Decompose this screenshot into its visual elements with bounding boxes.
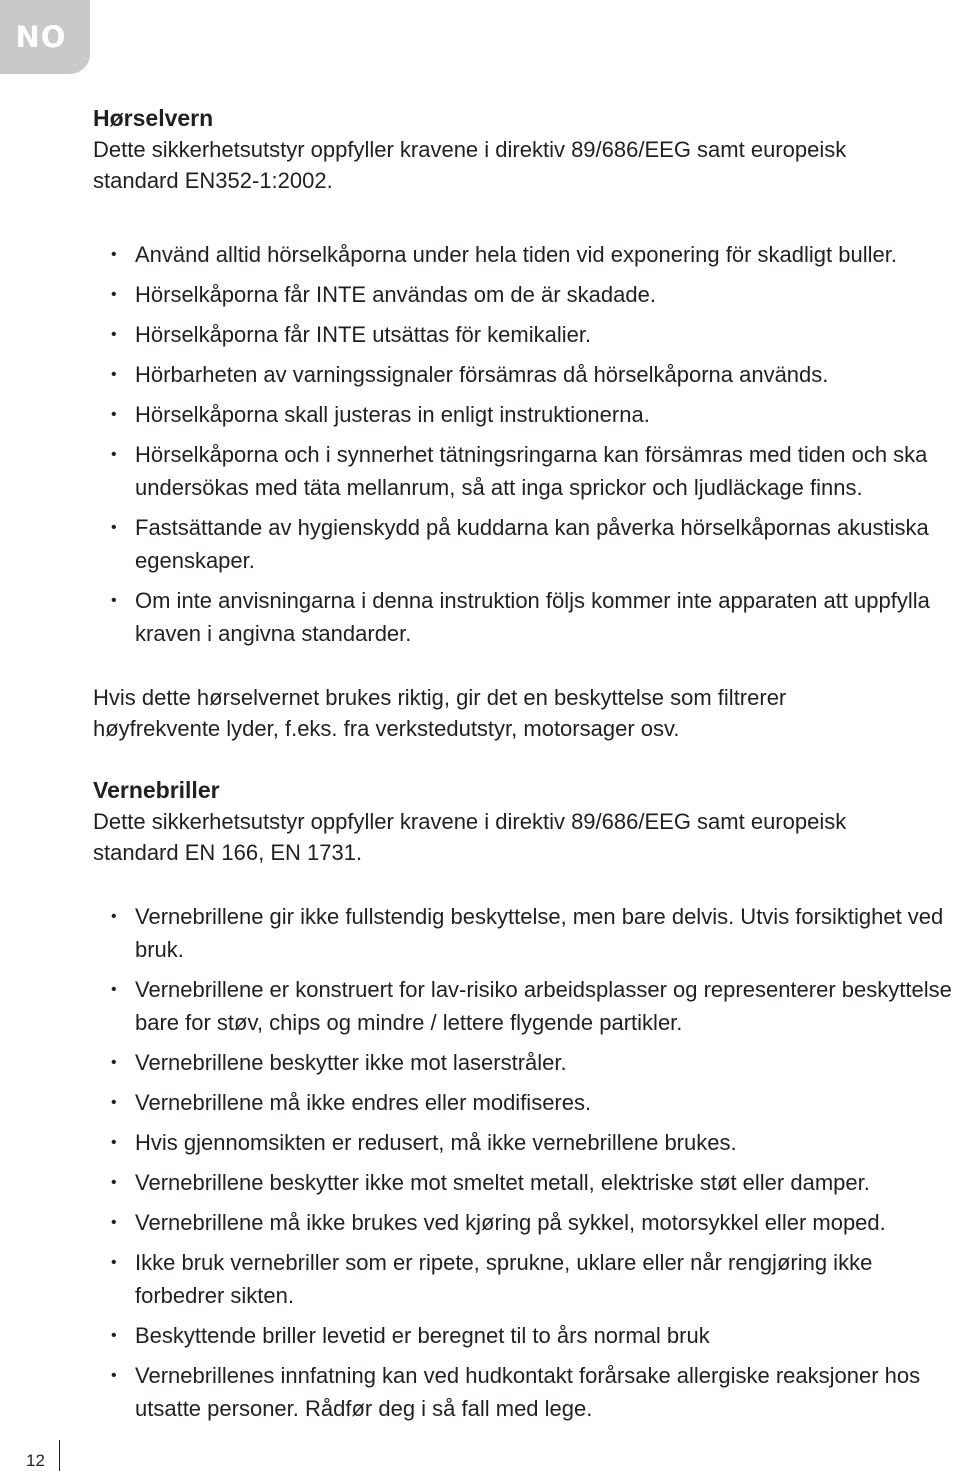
list-item-text: Vernebrillene beskytter ikke mot laserstråler. <box>135 1050 567 1075</box>
section-title-vernebriller: Vernebriller <box>93 777 220 803</box>
bullet-icon: • <box>111 366 117 383</box>
page-number: 12 <box>26 1451 45 1470</box>
bullet-icon: • <box>111 286 117 303</box>
list-item-text: Vernebrillenes innfatning kan ved hudkontakt forårsake allergiske reaksjoner hos utsatte personer. Rådfør deg i så fall med lege. <box>135 1363 921 1421</box>
list-item-text: Använd alltid hörselkåporna under hela tiden vid exponering för skadligt buller. <box>135 242 897 267</box>
list-item <box>93 1086 953 1119</box>
language-tab <box>0 0 90 74</box>
list-item <box>93 1246 953 1312</box>
bullet-list-horselvern <box>93 238 953 650</box>
bullet-icon: • <box>111 981 117 998</box>
list-item-text: Hörselkåporna och i synnerhet tätningsringarna kan försämras med tiden och ska undersökas med täta mellanrum, så att inga sprickor och ljudläckage finns. <box>135 442 928 500</box>
list-item <box>93 358 953 391</box>
list-item-text: Beskyttende briller levetid er beregnet til to års normal bruk <box>135 1323 710 1348</box>
list-item-text: Vernebrillene gir ikke fullstendig beskyttelse, men bare delvis. Utvis forsiktighet ved bruk. <box>135 904 944 962</box>
list-item <box>93 398 953 431</box>
list-item <box>93 318 953 351</box>
list-item-text: Vernebrillene beskytter ikke mot smeltet metall, elektriske støt eller damper. <box>135 1170 870 1195</box>
section-intro-vernebriller: Dette sikkerhetsutstyr oppfyller kravene i direktiv 89/686/EEG samt europeisk standard EN 166, EN 1731. <box>93 809 847 865</box>
bullet-icon: • <box>111 1054 117 1071</box>
section-intro-horselvern: Dette sikkerhetsutstyr oppfyller kravene i direktiv 89/686/EEG samt europeisk standard EN352-1:2002. <box>93 137 847 193</box>
list-item <box>93 511 953 577</box>
section-title-horselvern: Hørselvern <box>93 105 214 131</box>
bullet-icon: • <box>111 1254 117 1271</box>
list-item <box>93 238 953 271</box>
page-number-box <box>0 1440 60 1471</box>
bullet-list-vernebriller <box>93 900 953 1425</box>
list-item <box>93 278 953 311</box>
list-item-text: Fastsättande av hygienskydd på kuddarna kan påverka hörselkåpornas akustiska egenskaper. <box>135 515 929 573</box>
list-item <box>93 1359 953 1425</box>
bullet-icon: • <box>111 246 117 263</box>
list-item <box>93 1206 953 1239</box>
bullet-icon: • <box>111 1214 117 1231</box>
bullet-icon: • <box>111 1134 117 1151</box>
bullet-icon: • <box>111 326 117 343</box>
list-item-text: Hörselkåporna får INTE utsättas för kemikalier. <box>135 322 592 347</box>
bullet-icon: • <box>111 592 117 609</box>
list-item-text: Vernebrillene må ikke brukes ved kjøring på sykkel, motorsykkel eller moped. <box>135 1210 886 1235</box>
bullet-icon: • <box>111 1094 117 1111</box>
list-item-text: Hörbarheten av varningssignaler försämras då hörselkåporna används. <box>135 362 829 387</box>
bullet-icon: • <box>111 519 117 536</box>
bullet-icon: • <box>111 446 117 463</box>
list-item <box>93 584 953 650</box>
bullet-icon: • <box>111 1174 117 1191</box>
list-item <box>93 1166 953 1199</box>
list-item-text: Vernebrillene er konstruert for lav-risiko arbeidsplasser og representerer beskyttelse bare for støv, chips og mindre / lettere flygende partikler. <box>135 977 952 1035</box>
closing-paragraph-horselvern: Hvis dette hørselvernet brukes riktig, gir det en beskyttelse som filtrerer høyfrekvente lyder, f.eks. fra verkstedutstyr, motorsager osv. <box>93 685 787 741</box>
bullet-icon: • <box>111 908 117 925</box>
list-item <box>93 900 953 966</box>
page-content <box>93 102 953 1432</box>
list-item-text: Hörselkåporna skall justeras in enligt instruktionerna. <box>135 402 650 427</box>
bullet-icon: • <box>111 1367 117 1384</box>
list-item-text: Om inte anvisningarna i denna instruktion följs kommer inte apparaten att uppfylla kraven i angivna standarder. <box>135 588 930 646</box>
bullet-icon: • <box>111 1327 117 1344</box>
list-item-text: Ikke bruk vernebriller som er ripete, sprukne, uklare eller når rengjøring ikke forbedrer sikten. <box>135 1250 873 1308</box>
list-item <box>93 1319 953 1352</box>
list-item <box>93 973 953 1039</box>
list-item <box>93 1126 953 1159</box>
language-code: NO <box>15 20 67 54</box>
list-item <box>93 1046 953 1079</box>
list-item-text: Hvis gjennomsikten er redusert, må ikke vernebrillene brukes. <box>135 1130 737 1155</box>
list-item <box>93 438 953 504</box>
list-item-text: Hörselkåporna får INTE användas om de är skadade. <box>135 282 656 307</box>
bullet-icon: • <box>111 406 117 423</box>
list-item-text: Vernebrillene må ikke endres eller modifiseres. <box>135 1090 592 1115</box>
